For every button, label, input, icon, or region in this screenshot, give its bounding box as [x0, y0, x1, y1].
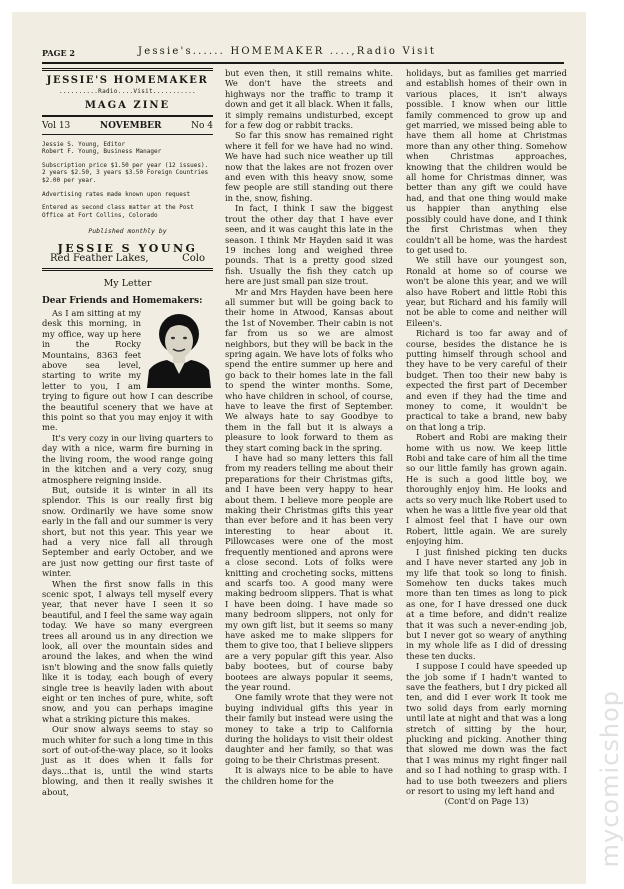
letter-salutation: Dear Friends and Homemakers:	[42, 295, 203, 306]
letter-paragraph: In fact, I think I saw the biggest trout the other day that I have ever seen, and it was caught this late in the season. I think Mr Hayden said it was 19 inches long and weighed three pounds. That is a pretty good sized fish. Usually the fish they catch up here are just small pan size trout.	[225, 203, 393, 287]
staff-business-manager: Robert F. Young, Business Manager	[42, 148, 162, 156]
staff-editor: Jessie S. Young, Editor	[42, 140, 126, 148]
letter-title: My Letter	[103, 278, 152, 290]
letter-paragraph: As I am sitting at my desk this morning, in my office, way up here in the Rocky Mountains, 8363 feet above sea level, starting to write my letter to you, I am trying to figure out how I can describe the beautiful scenery that we have at this point so that you may enjoy it with me.	[42, 308, 213, 433]
letter-paragraph: I suppose I could have speeded up the job some if I hadn't wanted to save the feathers, but I dry picked all ten, and did I ever work It took me two solid days from early morning until late at night and that was a long stretch of sitting by the hour, plucking and picking. Another thing that slowed me down was the fact that I was minus my right finger nail and so I had nothing to grasp with. I had to use both tweezers and pliers or resort to using my left hand and	[406, 661, 567, 797]
letter-paragraph: Robert and Robi are making their home with us now. We keep little Robi and take care of him all the time so our little family has grown again. He is such a good little boy, we thoroughly enjoy him. He looks and acts so very much like Robert used to when he was a little five year old that I almost feel that I have our own Robert, little again. We are surely enjoying him.	[406, 432, 567, 547]
masthead	[42, 68, 213, 117]
masthead-subtitle: ..........Radio....Visit...........	[59, 88, 196, 96]
staff-list	[42, 141, 213, 156]
publisher-name: JESSIE S YOUNG	[57, 241, 198, 255]
subscription-info: Subscription price $1.50 per year (12 issues). 2 years $2.50, 3 years $3.50 Foreign Countries $2.00 per year.	[42, 161, 209, 184]
letter-paragraph: Our snow always seems to stay so much whiter for such a long time in this sort of out-of-the-way place, so it looks just as it does when it falls for days...that is, until the wind starts blowing, and then it really swishes it about,	[42, 724, 213, 797]
column-2	[225, 68, 393, 786]
watermark-text: mycomicshop	[596, 690, 624, 868]
letter-paragraph: So far this snow has remained right where it fell for we have had no wind. We have had such nice weather up till now that the lakes are not frozen over and even with this heavy snow, some few people are still standing out there in the, snow, fishing.	[225, 130, 393, 203]
postal-entry-info: Entered as second class matter at the Post Office at Fort Collins, Colorado	[42, 204, 194, 219]
issue-month: NOVEMBER	[99, 121, 162, 132]
publisher-address	[42, 254, 213, 271]
letter-paragraph: I just finished picking ten ducks and I have never started any job in my life that took so long to finish. Somehow ten ducks takes much more than ten times as long to pick as one, for I have dressed one duck at a time before, and didn't realize that it was such a never-ending job, but I never got so weary of anything in my whole life as I did of dressing these ten ducks.	[406, 546, 567, 661]
author-portrait	[145, 310, 213, 388]
column-1	[42, 68, 213, 797]
published-by-label: Published monthly by	[88, 227, 167, 236]
letter-paragraph: I have had so many letters this fall from my readers telling me about their preparations for their Christmas gifts, and I have been very happy to hear about them. I believe more people are making their Christmas gifts this year than ever before and it has been very interesting to hear about it. Pillowcases were one of the most frequently mentioned and aprons were a close second. Lots of folks were knitting and crocheting socks, mittens and scarfs too. A good many were making bedroom slippers. That is what I have been doing. I have made so many bedroom slippers, not only for my own gift list, but it seems so many have asked me to make slippers for them to give too, that I believe slippers are a very popular gift this year. Also baby bootees, but of course baby bootees are always popular it seems, the year round.	[225, 453, 393, 692]
letter-paragraph: But, outside it is winter in all its splendor. This is our really first big snow. Ordinarily we have some snow early in the fall and our summer is very short, but not this year. This year we had a very nice fall all through September and early October, and we are just now getting our first taste of winter.	[42, 484, 213, 579]
letter-paragraph: We still have our youngest son, Ronald at home so of course we won't be alone this year, and we will also have Robert and little Robi this year, but Richard and his family will not be able to come and neither will Eileen's.	[406, 255, 567, 328]
letter-paragraph: One family wrote that they were not buying individual gifts this year in their family but instead were using the money to take a trip to California during the holidays to visit their oldest daughter and her family, so that was going to be their Christmas present.	[225, 692, 393, 765]
masthead-title: JESSIE'S HOMEMAKER	[46, 75, 209, 86]
issue-info	[42, 117, 213, 134]
letter-paragraph: It's very cozy in our living quarters to day with a nice, warm fire burning in the living room, the wood range going in the kitchen and a very cozy, snug atmosphere reigning inside.	[42, 432, 213, 485]
letter-paragraph: Richard is too far away and of course, besides the distance he is putting himself through school and they have to be very careful of their budget. Then too their new baby is expected the first part of December and even if they had the time and money to come, it wouldn't be practical to take a brand, new baby on that long a trip.	[406, 328, 567, 432]
advertising-info: Advertising rates made known upon request	[42, 190, 191, 198]
page-header	[42, 46, 564, 64]
issue-number: No 4	[191, 121, 213, 132]
running-title: Jessie's...... HOMEMAKER ....,Radio Visit	[138, 46, 437, 57]
letter-paragraph: holidays, but as families get married and establish homes of their own in various places, it isn't always possible. I know when our little family commenced to grow up and get married, we missed being able to have them all home at Christmas more than any other thing. Somehow when Christmas approaches, knowing that the children would be all home for Christmas dinner, was better than any gift we could have had, and that one thing would make us happier than anything else possibly could have done, and I think the first Christmas when they couldn't all be home, was the hardest to get used to.	[406, 68, 567, 255]
letter-paragraph: It is always nice to be able to have the children home for the	[225, 765, 393, 786]
volume: Vol 13	[42, 121, 71, 132]
portrait-image	[145, 310, 213, 388]
masthead-details	[42, 141, 213, 220]
continued-notice: (Cont'd on Page 13)	[444, 796, 529, 807]
page-number: PAGE 2	[42, 48, 75, 58]
publisher-state: Colo	[182, 252, 205, 264]
letter-paragraph: When the first snow falls in this scenic spot, I always tell myself every year, that never have I seen it so beautiful, and I feel the same way again today. We have so many evergreen trees all around us in any direction we look, all over the mountain sides and around the lakes, and when the wind isn't blowing and the snow falls quietly like it is today, each bough of every single tree is heavily laden with about eight or ten inches of pure, white, soft snow, and you can perhaps imagine what a striking picture this makes.	[42, 578, 213, 724]
publisher-city: Red Feather Lakes,	[50, 252, 149, 264]
masthead-magazine: MAGA ZINE	[84, 99, 171, 111]
letter-paragraph: Mr and Mrs Hayden have been here all summer but will be going back to their home in Atwood, Kansas about the 1st of November. Their cabin is not far from us so we are almost neighbors, but they will be back in the spring again. We have lots of folks who spend the entire summer up here and go back to their homes late in the fall to spend the winter months. Some, who have children in school, of course, have to leave the first of September. We always hate to say Goodbye to them in the fall but it is always a pleasure to look forward to them as they start coming back in the spring.	[225, 286, 393, 453]
column-3	[406, 68, 567, 807]
letter-paragraph: but even then, it still remains white. We don't have the streets and highways nor the traffic to tramp it down and get it all black. When it falls, it simply remains undisturbed, except for a few dog or rabbit tracks.	[225, 68, 393, 131]
